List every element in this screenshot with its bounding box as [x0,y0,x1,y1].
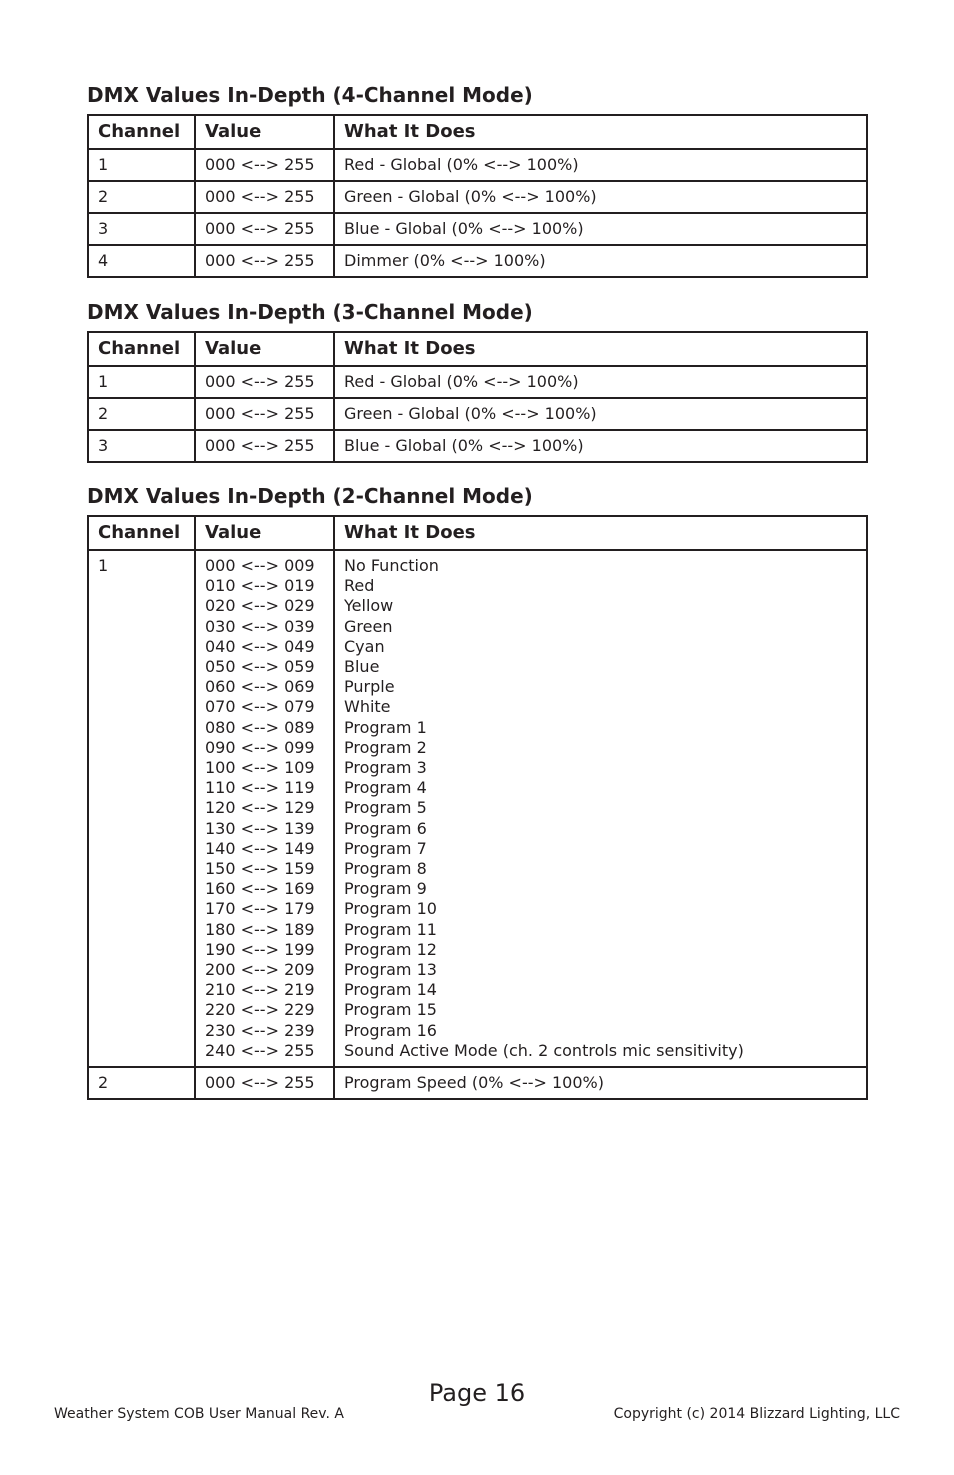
range-function: White [344,697,391,717]
range-value: 050 <--> 059 [205,657,315,677]
copyright-notice: Copyright (c) 2014 Blizzard Lighting, LLC [613,1406,900,1422]
range-function: Program 3 [344,758,427,778]
cell-channel: 2 [88,1067,195,1099]
cell-function: Green - Global (0% <--> 100%) [334,181,867,213]
manual-title: Weather System COB User Manual Rev. A [54,1406,344,1422]
table-header-row [88,332,867,366]
range-value: 120 <--> 129 [205,798,315,818]
range-value: 150 <--> 159 [205,859,315,879]
range-function: Program 6 [344,818,427,838]
table-row [88,366,867,398]
dmx-table-2ch [87,515,868,1100]
range-function: Program 7 [344,838,427,858]
range-function: Yellow [344,596,394,616]
range-function: No Function [344,556,439,575]
range-value: 070 <--> 079 [205,697,315,717]
range-function: Program 5 [344,798,427,818]
range-function: Program 15 [344,1000,437,1020]
range-function: Program 1 [344,717,427,737]
range-value: 230 <--> 239 [205,1020,315,1040]
range-value: 020 <--> 029 [205,596,315,616]
cell-value: 000 <--> 255 [195,149,334,181]
range-value: 160 <--> 169 [205,879,315,899]
cell-value: 000 <--> 255 [195,366,334,398]
range-value: 090 <--> 099 [205,737,315,757]
range-function: Program 4 [344,778,427,798]
range-value: 140 <--> 149 [205,838,315,858]
table-header-row [88,516,867,550]
range-function: Cyan [344,636,385,656]
cell-function: Blue - Global (0% <--> 100%) [334,430,867,462]
header-channel: Channel [88,516,195,550]
header-function: What It Does [334,115,867,149]
table-row [88,245,867,277]
cell-value: 000 <--> 255 [195,1067,334,1099]
table-row [88,149,867,181]
header-channel: Channel [88,115,195,149]
range-function: Program 8 [344,859,427,879]
header-value: Value [195,516,334,550]
range-value: 060 <--> 069 [205,677,315,697]
cell-channel: 1 [88,149,195,181]
header-value: Value [195,332,334,366]
table-row [88,213,867,245]
range-value: 170 <--> 179 [205,899,315,919]
cell-function: Blue - Global (0% <--> 100%) [334,213,867,245]
cell-value: 000 <--> 255 [195,398,334,430]
range-function: Blue [344,657,380,677]
table-section-4ch [87,82,866,278]
range-function: Program 9 [344,879,427,899]
dmx-table-3ch [87,331,868,463]
range-function: Program 2 [344,737,427,757]
cell-function: Red - Global (0% <--> 100%) [334,366,867,398]
cell-channel: 3 [88,213,195,245]
range-value: 200 <--> 209 [205,960,315,980]
header-function: What It Does [334,516,867,550]
range-function: Program 13 [344,960,437,980]
range-function: Green [344,616,393,636]
range-value: 130 <--> 139 [205,818,315,838]
range-function: Red [344,576,375,596]
range-value: 080 <--> 089 [205,717,315,737]
cell-function: Program Speed (0% <--> 100%) [334,1067,867,1099]
cell-value: 000 <--> 255 [195,181,334,213]
range-value: 240 <--> 255 [205,1040,315,1060]
section-title: DMX Values In-Depth (2-Channel Mode) [87,484,533,508]
table-row [88,430,867,462]
range-function: Program 10 [344,899,437,919]
range-value: 110 <--> 119 [205,778,315,798]
range-value: 030 <--> 039 [205,616,315,636]
range-value: 000 <--> 009 [205,556,315,575]
range-value: 210 <--> 219 [205,980,315,1000]
header-channel: Channel [88,332,195,366]
cell-value-list [195,550,334,1067]
cell-channel: 2 [88,398,195,430]
header-value: Value [195,115,334,149]
table-row [88,181,867,213]
table-section-3ch [87,299,866,463]
range-function: Program 11 [344,919,437,939]
table-row [88,398,867,430]
range-value: 100 <--> 109 [205,758,315,778]
table-row [88,550,867,1067]
cell-function: Green - Global (0% <--> 100%) [334,398,867,430]
range-function: Program 12 [344,939,437,959]
section-title: DMX Values In-Depth (3-Channel Mode) [87,300,533,324]
cell-value: 000 <--> 255 [195,245,334,277]
table-header-row [88,115,867,149]
cell-channel: 1 [88,550,195,1067]
range-value: 180 <--> 189 [205,919,315,939]
header-function: What It Does [334,332,867,366]
cell-channel: 3 [88,430,195,462]
cell-function: Dimmer (0% <--> 100%) [334,245,867,277]
range-value: 040 <--> 049 [205,636,315,656]
cell-function-list [334,550,867,1067]
dmx-table-4ch [87,114,868,278]
range-function: Program 16 [344,1020,437,1040]
range-value: 190 <--> 199 [205,939,315,959]
cell-value: 000 <--> 255 [195,430,334,462]
cell-channel: 4 [88,245,195,277]
range-function: Program 14 [344,980,437,1000]
section-title: DMX Values In-Depth (4-Channel Mode) [87,83,533,107]
range-function: Purple [344,677,395,697]
cell-function: Red - Global (0% <--> 100%) [334,149,867,181]
range-function: Sound Active Mode (ch. 2 controls mic sensitivity) [344,1040,744,1060]
range-value: 220 <--> 229 [205,1000,315,1020]
table-section-2ch [87,483,866,1100]
range-value: 010 <--> 019 [205,576,315,596]
cell-value: 000 <--> 255 [195,213,334,245]
page-number: Page 16 [428,1379,526,1407]
cell-channel: 2 [88,181,195,213]
cell-channel: 1 [88,366,195,398]
table-row [88,1067,867,1099]
